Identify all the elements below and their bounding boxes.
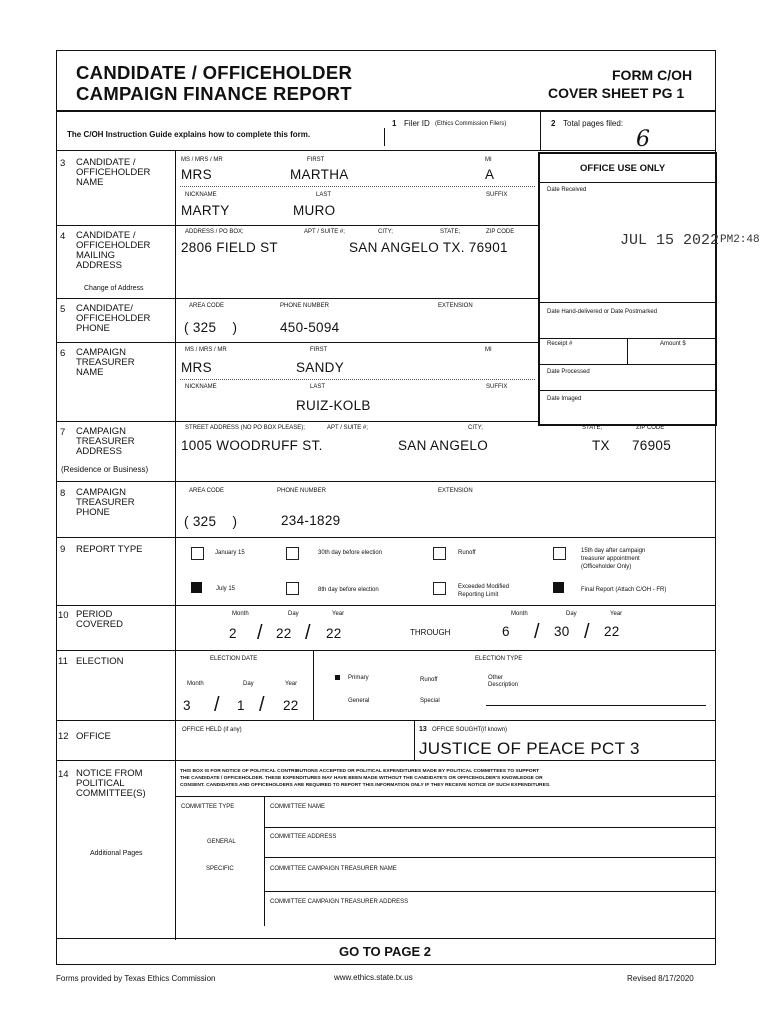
s6-label-2: TREASURER [76, 357, 135, 368]
s3-last-value[interactable]: MURO [293, 203, 336, 218]
header-divider [56, 110, 716, 112]
s6-first-value[interactable]: SANDY [296, 360, 345, 375]
date-slash: / [214, 694, 220, 716]
runoff-checkbox[interactable] [433, 547, 446, 560]
filer-total-divider [540, 112, 541, 150]
office-sought-label: OFFICE SOUGHT [432, 727, 482, 733]
other-description-label-2: Description [488, 682, 519, 688]
election-month-value[interactable]: 3 [183, 698, 191, 713]
row-divider-14 [56, 938, 716, 939]
row-divider-7 [56, 481, 716, 482]
s7-city-value[interactable]: SAN ANGELO [398, 438, 489, 453]
notice-text-2: THE CANDIDATE / OFFICEHOLDER. THESE EXPENDITURES MAY HAVE BEEN MADE WITHOUT THE CANDIDATE'S OR OFFICEHOLDER'S KNOWLEDGE OR [180, 776, 543, 781]
total-pages-value: 6 [636, 127, 650, 152]
s3-mi-label: MI [485, 157, 492, 163]
s4-label-4: ADDRESS [76, 260, 122, 271]
s12-label: OFFICE [76, 731, 111, 742]
s3-mi-value[interactable]: A [485, 167, 495, 182]
filer-id-number: 1 [392, 119, 397, 128]
s10-year-label-1: Year [332, 611, 345, 617]
date-slash: / [534, 621, 540, 643]
s9-label: REPORT TYPE [76, 544, 143, 555]
date-received-label: Date Received [547, 187, 587, 193]
s5-label-1: CANDIDATE/ [76, 303, 133, 314]
election-month-label: Month [187, 681, 204, 687]
row-divider-5 [56, 342, 539, 343]
election-date-type-divider [313, 650, 314, 720]
form-title-line1: CANDIDATE / OFFICEHOLDER [76, 62, 353, 83]
day-30-checkbox[interactable] [286, 547, 299, 560]
office-use-divider-1 [540, 302, 715, 303]
period-end-year[interactable]: 22 [604, 624, 620, 639]
cover-sheet-label: COVER SHEET PG 1 [548, 85, 685, 101]
s3-nick-value[interactable]: MARTY [181, 203, 230, 218]
s4-city-label: CITY; [378, 229, 393, 235]
s6-label-3: NAME [76, 367, 104, 378]
committee-name-label: COMMITTEE NAME [270, 804, 325, 810]
s10-day-label-1: Day [288, 611, 299, 617]
row-divider-4 [56, 298, 539, 299]
s3-first-label: FIRST [307, 157, 325, 163]
day-8-label: 8th day before election [318, 587, 379, 593]
filer-id-label: Filer ID [404, 119, 430, 128]
day-15-after-label-3: (Officeholder Only) [581, 564, 632, 570]
office-sought-sub: (if known) [481, 727, 508, 733]
general-election-label: General [348, 698, 370, 704]
s6-nick-label: NICKNAME [185, 384, 217, 390]
s3-first-value[interactable]: MARTHA [290, 167, 349, 182]
committee-general-label[interactable]: GENERAL [207, 839, 236, 845]
footer-url[interactable]: www.ethics.state.tx.us [334, 973, 413, 982]
exceeded-limit-checkbox[interactable] [433, 582, 446, 595]
amount-label: Amount $ [660, 341, 686, 347]
s6-dotted-divider [180, 379, 535, 380]
instruction-note: The C/OH Instruction Guide explains how to complete this form. [67, 130, 311, 139]
s10-label-2: COVERED [76, 619, 123, 630]
s11-number: 11 [58, 656, 68, 667]
notice-text-1: THIS BOX IS FOR NOTICE OF POLITICAL CONTRIBUTIONS ACCEPTED OR POLITICAL EXPENDITURES MADE BY POLITICAL COMMITTEES TO SUPPORT [180, 769, 540, 774]
filer-id-sub: (Ethics Commission Filers) [435, 121, 507, 127]
election-type-label: ELECTION TYPE [475, 656, 523, 662]
s5-area-value[interactable]: ( 325 ) [184, 320, 238, 335]
s7-zip-value[interactable]: 76905 [632, 438, 672, 453]
office-held-sought-divider [414, 720, 415, 760]
committee-address-line [264, 857, 716, 858]
total-pages-number: 2 [551, 119, 556, 128]
other-description-line [486, 705, 706, 706]
s7-label-1: CAMPAIGN [76, 426, 126, 437]
office-held-label: OFFICE HELD (if any) [182, 727, 242, 733]
s4-addr-label: ADDRESS / PO BOX; [185, 229, 244, 235]
s4-state-label: STATE; [440, 229, 461, 235]
s6-mi-label: MI [485, 347, 492, 353]
s6-ms-value[interactable]: MRS [181, 360, 212, 375]
s8-label-3: PHONE [76, 507, 110, 518]
s7-sub-label: (Residence or Business) [61, 465, 149, 474]
s10-label-1: PERIOD [76, 609, 113, 620]
form-id: FORM C/OH [612, 67, 693, 83]
footer-provider: Forms provided by Texas Ethics Commission [56, 974, 216, 983]
date-slash: / [257, 622, 263, 644]
committee-treasurer-label: COMMITTEE CAMPAIGN TREASURER NAME [270, 866, 397, 872]
s3-label-1: CANDIDATE / [76, 157, 136, 168]
s6-label-1: CAMPAIGN [76, 347, 126, 358]
committee-specific-label[interactable]: SPECIFIC [206, 866, 234, 872]
final-report-checkbox-checked[interactable] [553, 582, 564, 593]
s3-nick-label: NICKNAME [185, 192, 217, 198]
s7-street-value[interactable]: 1005 WOODRUFF ST. [181, 438, 323, 453]
date-processed-label: Date Processed [547, 369, 590, 375]
s5-phone-label: PHONE NUMBER [280, 303, 330, 309]
day-8-checkbox[interactable] [286, 582, 299, 595]
s7-zip-label: ZIP CODE [636, 425, 665, 431]
row-divider-9 [56, 605, 716, 606]
s8-ext-label: EXTENSION [438, 488, 473, 494]
s6-number: 6 [60, 348, 66, 359]
row-divider-8 [56, 537, 716, 538]
date-slash: / [584, 621, 590, 643]
s3-last-label: LAST [316, 192, 332, 198]
july-15-label: July 15 [216, 586, 236, 592]
s8-area-value[interactable]: ( 325 ) [184, 514, 238, 529]
additional-pages-label[interactable]: Additional Pages [90, 850, 143, 857]
s9-number: 9 [60, 544, 66, 555]
primary-label: Primary [348, 675, 369, 681]
special-election-label: Special [420, 698, 440, 704]
s7-state-value[interactable]: TX [592, 438, 610, 453]
s5-phone-value[interactable]: 450-5094 [280, 320, 340, 335]
s4-zip-label: ZIP CODE [486, 229, 515, 235]
row-divider-12 [56, 760, 716, 761]
final-report-label: Final Report (Attach C/OH - FR) [581, 587, 667, 593]
s11-label: ELECTION [76, 656, 124, 667]
s4-label-1: CANDIDATE / [76, 230, 136, 241]
s8-phone-label: PHONE NUMBER [277, 488, 327, 494]
through-label: THROUGH [410, 628, 451, 637]
s3-ms-label: MS / MRS / MR [181, 157, 223, 163]
s10-month-label-1: Month [232, 611, 249, 617]
s7-label-2: TREASURER [76, 436, 135, 447]
s5-area-label: AREA CODE [189, 303, 225, 309]
s4-label-3: MAILING [76, 250, 116, 261]
s3-label-2: OFFICEHOLDER [76, 167, 151, 178]
notice-text-3: CONSENT. CANDIDATES AND OFFICEHOLDERS ARE REQUIRED TO REPORT THIS INFORMATION ONLY IF THEY RECEIVE NOTICE OF SUCH EXPENDITURES. [180, 783, 551, 788]
s14-label-2: POLITICAL [76, 778, 125, 789]
office-use-title-divider [540, 182, 715, 183]
s6-suffix-label: SUFFIX [486, 384, 508, 390]
s3-number: 3 [60, 158, 66, 169]
day-30-label: 30th day before election [318, 550, 383, 556]
s4-address-value[interactable]: 2806 FIELD ST [181, 240, 278, 255]
s14-number: 14 [58, 769, 69, 780]
s7-number: 7 [60, 427, 66, 438]
s6-first-label: FIRST [310, 347, 328, 353]
received-stamp: JUL 15 2022 [620, 232, 720, 249]
s4-apt-label: APT / SUITE #; [304, 229, 345, 235]
row-divider-11 [56, 720, 716, 721]
s8-area-label: AREA CODE [189, 488, 225, 494]
s10-day-label-2: Day [566, 611, 577, 617]
office-use-box [538, 152, 720, 426]
go-to-page-2[interactable]: GO TO PAGE 2 [339, 944, 431, 959]
period-end-month[interactable]: 6 [502, 624, 510, 639]
period-start-year[interactable]: 22 [326, 626, 342, 641]
row-divider-instr [56, 150, 716, 151]
exceeded-limit-label-1: Exceeded Modified [458, 584, 510, 590]
committee-type-label: COMMITTEE TYPE [181, 804, 235, 810]
committee-treasurer-line [264, 891, 716, 892]
office-use-divider-4 [540, 390, 715, 391]
s7-city-label: CITY; [468, 425, 483, 431]
election-day-label: Day [243, 681, 254, 687]
election-year-label: Year [285, 681, 298, 687]
office-use-title: OFFICE USE ONLY [580, 163, 666, 174]
committee-address-label: COMMITTEE ADDRESS [270, 834, 337, 840]
s5-label-3: PHONE [76, 323, 110, 334]
s8-phone-value[interactable]: 234-1829 [281, 513, 341, 528]
received-stamp-time: PM2:48 [720, 234, 760, 246]
change-of-address-label[interactable]: Change of Address [84, 285, 144, 292]
exceeded-limit-label-2: Reporting Limit [458, 592, 499, 598]
day-15-after-checkbox[interactable] [553, 547, 566, 560]
s3-ms-value[interactable]: MRS [181, 167, 212, 182]
s8-number: 8 [60, 488, 66, 499]
period-start-day[interactable]: 22 [276, 626, 292, 641]
s3-dotted-divider [180, 186, 535, 187]
s7-apt-label: APT / SUITE #; [327, 425, 368, 431]
s6-ms-label: MS / MRS / MR [185, 347, 227, 353]
office-use-divider-3 [540, 364, 715, 365]
january-15-label: January 15 [215, 550, 245, 556]
s6-last-value[interactable]: RUIZ-KOLB [296, 398, 371, 413]
committee-name-line [264, 827, 716, 828]
other-description-label-1: Other [488, 675, 504, 681]
s3-suffix-label: SUFFIX [486, 192, 508, 198]
election-date-label: ELECTION DATE [210, 656, 258, 662]
period-start-month[interactable]: 2 [229, 626, 237, 641]
s6-last-label: LAST [310, 384, 326, 390]
committee-treasurer-address-label: COMMITTEE CAMPAIGN TREASURER ADDRESS [270, 899, 409, 905]
s5-ext-label: EXTENSION [438, 303, 473, 309]
period-end-day[interactable]: 30 [554, 624, 570, 639]
s4-city-state-zip-value[interactable]: SAN ANGELO TX. 76901 [349, 240, 508, 255]
s10-year-label-2: Year [610, 611, 623, 617]
s4-label-2: OFFICEHOLDER [76, 240, 151, 251]
form-title-line2: CAMPAIGN FINANCE REPORT [76, 83, 352, 104]
label-column-divider [175, 150, 176, 940]
total-pages-label: Total pages filed: [563, 119, 624, 128]
s10-number: 10 [58, 610, 69, 621]
s13-number: 13 [419, 726, 427, 733]
s4-number: 4 [60, 231, 66, 242]
s12-number: 12 [58, 731, 69, 742]
s5-number: 5 [60, 304, 66, 315]
s5-label-2: OFFICEHOLDER [76, 313, 151, 324]
footer-revised: Revised 8/17/2020 [627, 974, 694, 983]
row-divider-3 [56, 225, 539, 226]
s10-month-label-2: Month [511, 611, 528, 617]
date-hand-delivered-label: Date Hand-delivered or Date Postmarked [547, 309, 658, 315]
day-15-after-label-2: treasurer appointment [581, 556, 640, 562]
receipt-label: Receipt # [547, 341, 573, 347]
s7-label-3: ADDRESS [76, 446, 122, 457]
s8-label-1: CAMPAIGN [76, 487, 126, 498]
runoff-election-label: Runoff [420, 677, 438, 683]
election-year-value[interactable]: 22 [283, 698, 299, 713]
notice-divider [175, 796, 716, 797]
row-divider-10 [56, 650, 716, 651]
committee-type-divider [264, 796, 265, 926]
s7-street-label: STREET ADDRESS (NO PO BOX PLEASE); [185, 425, 305, 431]
election-day-value[interactable]: 1 [237, 698, 245, 713]
row-divider-6 [56, 421, 539, 422]
january-15-checkbox[interactable] [191, 547, 204, 560]
date-slash: / [259, 694, 265, 716]
s7-state-label: STATE; [582, 425, 603, 431]
date-imaged-label: Date Imaged [547, 396, 582, 402]
primary-checkbox-checked[interactable] [335, 675, 340, 680]
office-sought-value[interactable]: JUSTICE OF PEACE PCT 3 [419, 739, 640, 758]
runoff-label: Runoff [458, 550, 476, 556]
date-slash: / [305, 622, 311, 644]
s14-label-1: NOTICE FROM [76, 768, 143, 779]
day-15-after-label-1: 15th day after campaign [581, 548, 646, 554]
s3-label-3: NAME [76, 177, 104, 188]
s14-label-3: COMMITTEE(S) [76, 788, 146, 799]
filer-id-tick [384, 128, 385, 146]
receipt-amount-divider [627, 338, 628, 364]
july-15-checkbox-checked[interactable] [191, 582, 202, 593]
s8-label-2: TREASURER [76, 497, 135, 508]
